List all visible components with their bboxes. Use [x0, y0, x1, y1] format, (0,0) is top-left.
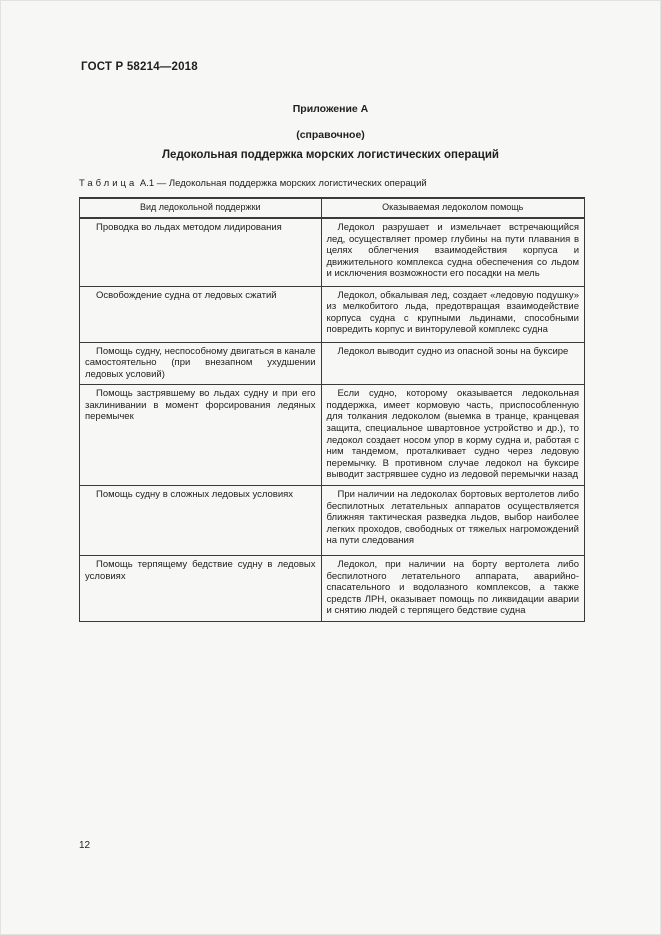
- table-caption-word: Таблица: [79, 178, 138, 189]
- table-row: [80, 556, 585, 622]
- cell-help: Ледокол выводит судно из опасной зоны на буксире: [321, 342, 584, 385]
- cell-support-type: Помощь судну в сложных ледовых условиях: [80, 486, 322, 556]
- cell-help: Ледокол, при наличии на борту вертолета либо беспилотного летательного аппарата, аварийно-спасательного и водолазного комплексов, а также средств ЛРН, оказывает помощь по ликвидации аварии и снятию людей с терпящего бедствие судна: [321, 556, 584, 622]
- page-number: 12: [79, 840, 91, 851]
- table-row: [80, 486, 585, 556]
- cell-support-type: Проводка во льдах методом лидирования: [80, 218, 322, 286]
- page-title: Ледокольная поддержка морских логистических операций: [161, 149, 500, 161]
- cell-support-type: Помощь застрявшему во льдах судну и при его заклинивании в момент форсирования ледяных перемычек: [80, 385, 322, 486]
- table-row: [80, 385, 585, 486]
- column-header-support-type: Вид ледокольной поддержки: [80, 198, 322, 218]
- cell-support-type: Помощь терпящему бедствие судну в ледовых условиях: [80, 556, 322, 622]
- cell-help: При наличии на ледоколах бортовых вертолетов либо беспилотных летательных аппаратов осуществляется ближняя тактическая разведка льдов, выбор наиболее легких проходов, свободных от тяжелых нагромождений на пути следования: [321, 486, 584, 556]
- appendix-type: (справочное): [296, 129, 365, 141]
- cell-support-type: Освобождение судна от ледовых сжатий: [80, 286, 322, 342]
- column-header-help: Оказываемая ледоколом помощь: [321, 198, 584, 218]
- table-caption-text: А.1 — Ледокольная поддержка морских логистических операций: [139, 178, 427, 189]
- cell-help: Если судно, которому оказывается ледокольная поддержка, имеет кормовую часть, приспособленную для толкания ледоколом (выемка в транце, кранцевая защита, специальное швартовное устройство и др.), то ледокол создает носом упор в корму судна и, работая с ним тандемом, проталкивает судно через ледовую перемычку. В противном случае ледокол на буксире выводит застрявшее судно из ледовой перемычки назад: [321, 385, 584, 486]
- cell-support-type: Помощь судну, неспособному двигаться в канале самостоятельно (при внезапном ухудшении ледовых условий): [80, 342, 322, 385]
- table-caption: [79, 178, 427, 189]
- appendix-label: Приложение А: [292, 103, 369, 115]
- standard-code: ГОСТ Р 58214—2018: [81, 61, 198, 73]
- appendix-heading: [1, 90, 660, 155]
- cell-help: Ледокол, обкалывая лед, создает «ледовую подушку» из мелкобитого льда, предотвращая взаимодействие корпуса судна с крупными льдинами, способными повредить корпус и винторулевой комплекс судна: [321, 286, 584, 342]
- table-header-row: [80, 198, 585, 218]
- icebreaker-support-table: [79, 197, 585, 622]
- cell-help: Ледокол разрушает и измельчает встречающийся лед, осуществляет промер глубины на пути плавания в целях облегчения взаимодействия корпуса и движительного комплекса судна обеспечения со льдом и исключения возможности его посадки на мель: [321, 218, 584, 286]
- table-row: [80, 218, 585, 286]
- table-row: [80, 342, 585, 385]
- table-row: [80, 286, 585, 342]
